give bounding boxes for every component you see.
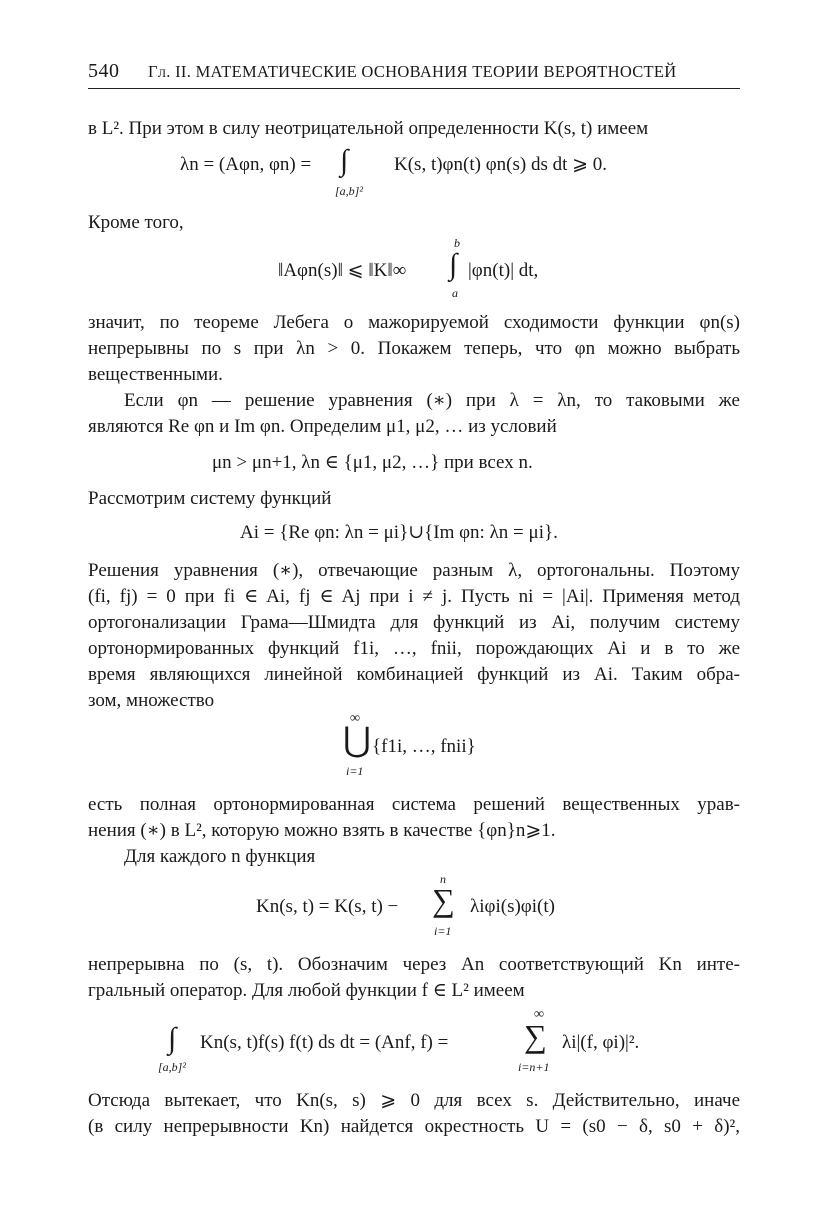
text-line: в L². При этом в силу неотрицательной определенности K(s, t) имеем [88,118,649,139]
formula-function-system: Ai = {Re φn: λn = μi}∪{Im φn: λn = μi}. [240,522,558,543]
sum-lower-limit: i=n+1 [518,1060,550,1074]
formula-kn-lhs: Kn(s, t) = K(s, t) − [256,896,399,917]
formula-rhs: K(s, t)φn(t) φn(s) ds dt ⩾ 0. [394,154,608,175]
text-line: непрерывны по s при λn > 0. Покажем теперь, что φn можно выбрать [88,338,740,359]
text-line: Для каждого n функция [124,846,316,867]
running-header [88,58,740,89]
text-line: время являющихся линейной комбинацией функций из Ai. Таким обра- [88,664,740,685]
sum-sign: ∑ [432,882,455,918]
sum-upper-limit: n [440,872,446,886]
union-lower-limit: i=1 [346,764,364,778]
integral-lower-limit: a [452,286,458,300]
formula-mu-condition: μn > μn+1, λn ∈ {μ1, μ2, …} при всех n. [212,452,533,473]
page [88,0,740,1210]
formula-an-rhs: λi|(f, φi)|². [562,1032,640,1053]
formula-kn-rhs: λiφi(s)φi(t) [470,896,555,917]
text-line: нения (∗) в L², которую можно взять в качестве {φn}n⩾1. [88,820,556,841]
integral-sign: ∫ [340,144,349,177]
text-line: являются Re φn и Im φn. Определим μ1, μ2, … из условий [88,416,557,437]
integral-sign: ∫ [449,248,458,281]
text-line: (в силу непрерывности Kn) найдется окрестность U = (s0 − δ, s0 + δ)², [88,1116,740,1137]
formula-norm-rhs: |φn(t)| dt, [468,260,539,281]
sum-lower-limit: i=1 [434,924,452,938]
text-line: ортонормированных функций f1i, …, fnii, порождающих Ai и в то же [88,638,740,659]
text-line: (fi, fj) = 0 при fi ∈ Ai, fj ∈ Aj при i ≠ j. Пусть ni = |Ai|. Применяя метод [88,586,740,607]
running-title: Гл. II. МАТЕМАТИЧЕСКИЕ ОСНОВАНИЯ ТЕОРИИ ВЕРОЯТНОСТЕЙ [148,62,677,81]
text-line: гральный оператор. Для любой функции f ∈ L² имеем [88,980,525,1001]
text-line: Решения уравнения (∗), отвечающие разным λ, ортогональны. Поэтому [88,560,740,581]
text-line: Отсюда вытекает, что Kn(s, s) ⩾ 0 для всех s. Действительно, иначе [88,1090,740,1111]
text-line: Если φn — решение уравнения (∗) при λ = λn, то таковыми же [124,390,740,411]
integral-domain: [a,b]² [158,1060,186,1074]
formula-norm-lhs: ‖Aφn(s)‖ ⩽ ‖K‖∞ [278,260,407,281]
text-line: Кроме того, [88,212,184,233]
text-line: ортогонализации Грама—Шмидта для функций из Ai, получим систему [88,612,740,633]
text-line: зом, множество [88,690,215,711]
integral-sign: ∫ [168,1022,177,1055]
formula-union-rhs: {f1i, …, fnii} [372,736,476,757]
page-number: 540 [88,60,120,82]
sum-upper-limit: ∞ [534,1007,544,1022]
formula-lhs: λn = (Aφn, φn) = [180,154,312,175]
union-upper-limit: ∞ [350,711,360,726]
text-line: Рассмотрим систему функций [88,488,332,509]
formula-eigenvalue [180,152,311,178]
integral-upper-limit: b [454,236,460,250]
text-line: есть полная ортонормированная система решений вещественных урав- [88,794,740,815]
formula-an-lhs: Kn(s, t)f(s) f(t) ds dt = (Anf, f) = [200,1032,449,1053]
integral-domain: [a,b]² [335,184,363,198]
sum-sign: ∑ [524,1018,547,1054]
text-line: вещественными. [88,364,223,385]
text-line: значит, по теореме Лебега о мажорируемой сходимости функции φn(s) [88,312,740,333]
text-line: непрерывна по (s, t). Обозначим через An соответствующий Kn инте- [88,954,740,975]
union-sign: ⋃ [343,722,371,759]
